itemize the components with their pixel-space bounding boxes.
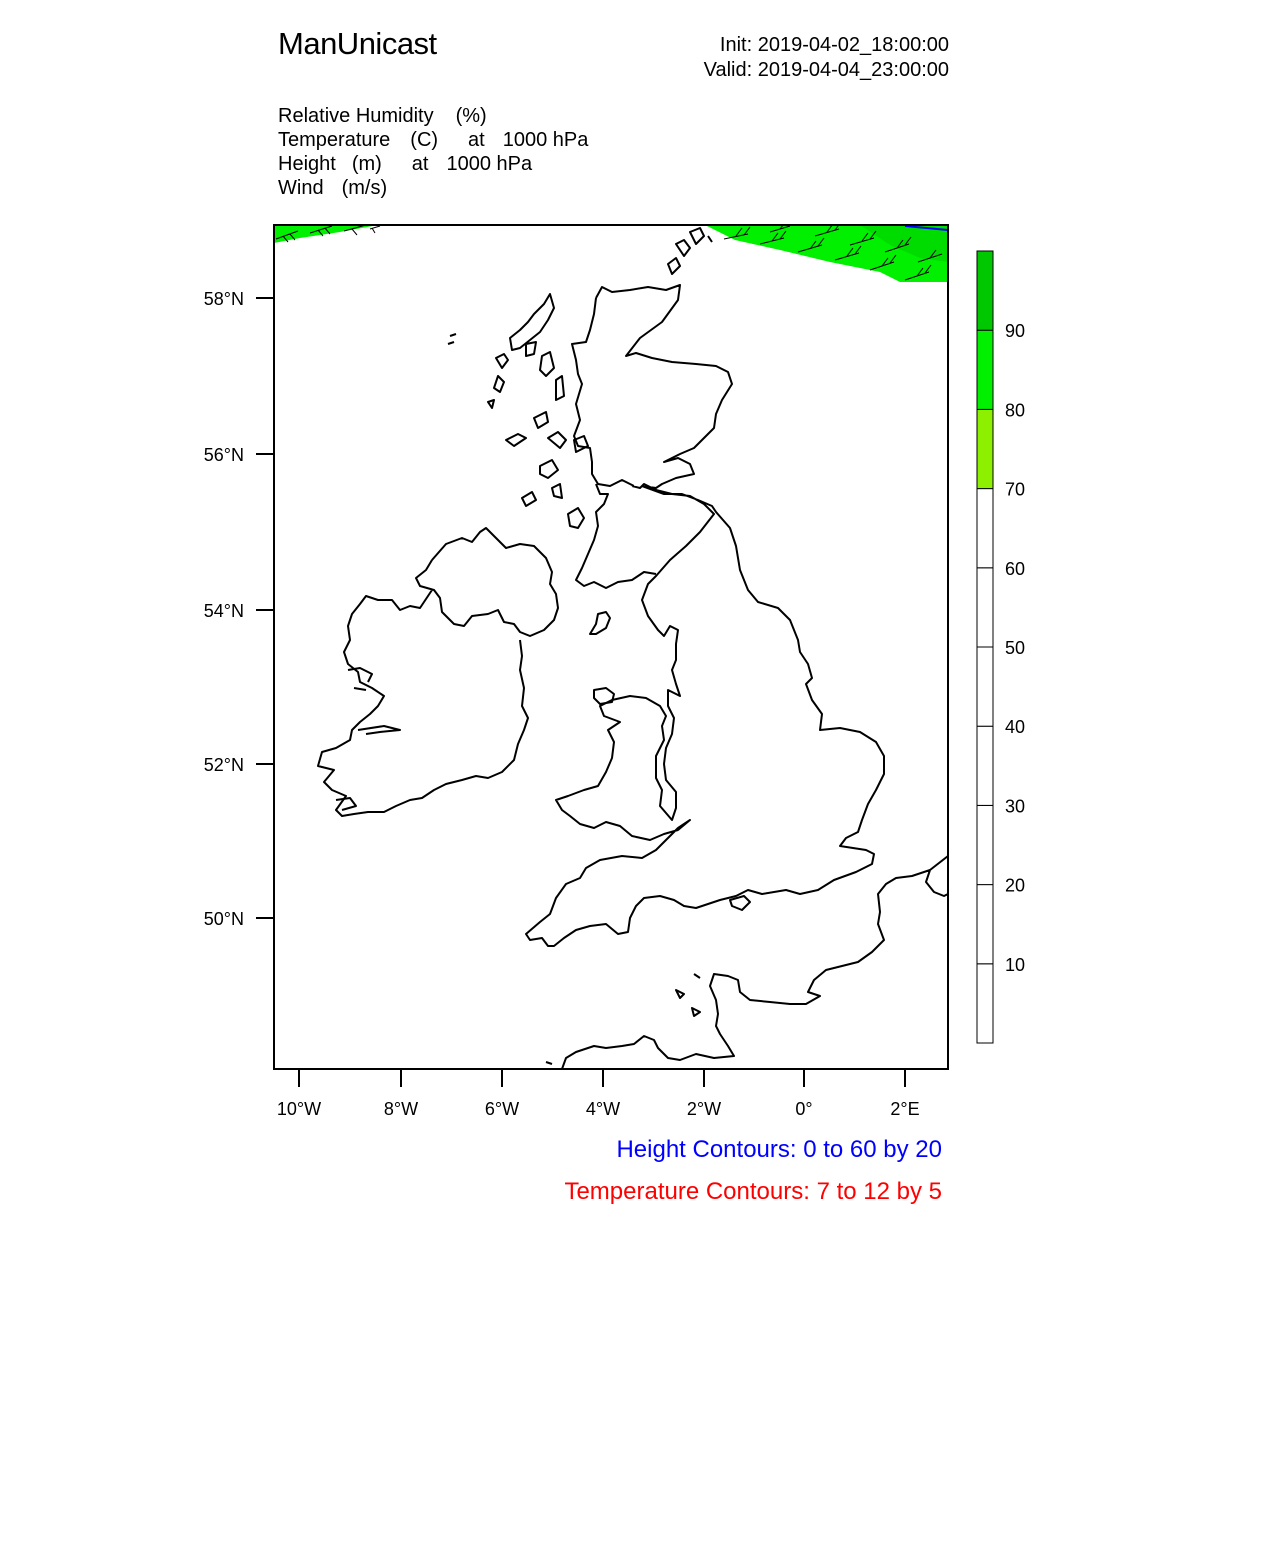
lat-label: 52°N [203, 755, 244, 775]
field-level: 1000 hPa [446, 153, 533, 175]
colorbar-band [977, 726, 993, 805]
lon-label: 2°W [686, 1099, 722, 1119]
coastline-scotland-west [576, 484, 656, 588]
colorbar-band [977, 964, 993, 1043]
colorbar-label: 40 [1005, 717, 1026, 738]
init-time: Init: 2019-04-02_18:00:00 [719, 34, 949, 56]
coastline-channel-islands [546, 974, 700, 1064]
lat-label: 56°N [203, 445, 244, 465]
colorbar-label: 20 [1005, 875, 1026, 896]
colorbar-label: 30 [1005, 796, 1026, 817]
coastline-isle-of-man [590, 612, 610, 634]
coastline-ireland-southwest [336, 668, 400, 810]
field-name: Height [278, 153, 336, 175]
colorbar-labels [1005, 321, 1025, 975]
coastlines [318, 228, 948, 1069]
chart-title: ManUnicast [278, 26, 437, 61]
colorbar-label: 60 [1005, 558, 1026, 579]
lat-label: 54°N [203, 601, 244, 621]
lon-label: 0° [795, 1099, 813, 1119]
field-at: at [411, 153, 429, 175]
coastline-anglesey [594, 688, 614, 704]
field-name: Wind [278, 177, 324, 199]
colorbar-band [977, 489, 993, 568]
coastline-hebrides [448, 294, 588, 528]
colorbar-label: 80 [1005, 400, 1026, 421]
colorbar-band [977, 330, 993, 409]
field-unit: (m) [351, 153, 382, 175]
colorbar [977, 251, 993, 1043]
colorbar-band [977, 805, 993, 884]
field-at: at [468, 129, 485, 151]
coastline-northern-isles [668, 228, 712, 274]
field-unit: (m/s) [341, 177, 388, 199]
lat-label: 58°N [203, 289, 244, 309]
colorbar-label: 50 [1005, 638, 1026, 658]
colorbar-band [977, 885, 993, 964]
lon-label: 10°W [276, 1099, 322, 1119]
longitude-axis [299, 1069, 905, 1087]
colorbar-band [977, 568, 993, 647]
colorbar-band [977, 251, 993, 330]
valid-time: Valid: 2019-04-04_23:00:00 [703, 59, 949, 81]
colorbar-label: 70 [1005, 479, 1026, 500]
lon-label: 6°W [484, 1099, 520, 1119]
lat-label: 50°N [203, 909, 244, 929]
latitude-labels [204, 289, 244, 929]
latitude-axis [256, 298, 274, 918]
colorbar-band [977, 647, 993, 726]
field-level: 1000 hPa [502, 129, 589, 151]
lon-label: 4°W [585, 1099, 621, 1119]
colorbar-label: 10 [1005, 954, 1026, 975]
colorbar-label: 90 [1005, 321, 1026, 342]
wind-barb [370, 226, 380, 233]
map-frame [274, 225, 948, 1069]
field-name: Relative Humidity [278, 105, 434, 127]
lon-label: 8°W [383, 1099, 419, 1119]
field-name: Temperature [278, 129, 391, 151]
height-contours-note: Height Contours: 0 to 60 by 20 [616, 1136, 942, 1163]
temperature-contours-note: Temperature Contours: 7 to 12 by 5 [564, 1178, 942, 1205]
coastline-isle-of-wight [730, 896, 750, 910]
coastline-ireland [318, 528, 558, 816]
field-unit: (%) [455, 105, 487, 127]
field-unit: (C) [410, 129, 439, 151]
longitude-labels [277, 1099, 920, 1119]
coastline-great-britain [526, 285, 884, 946]
lon-label: 2°E [890, 1099, 920, 1119]
coastline-france [562, 856, 948, 1069]
humidity-shading [274, 221, 948, 282]
colorbar-band [977, 409, 993, 488]
